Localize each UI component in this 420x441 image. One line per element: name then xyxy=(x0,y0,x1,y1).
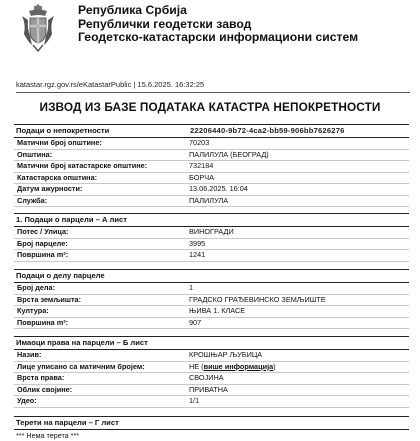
field-value: 732184 xyxy=(189,161,214,170)
field-value xyxy=(189,362,276,373)
table-row xyxy=(14,196,409,208)
field-value: БОРЧА xyxy=(189,172,214,182)
url-timestamp: katastar.rgz.gov.rs/eKatastarPublic | 15.6.2025. 16:32:25 xyxy=(16,80,205,89)
agency-name xyxy=(78,4,358,45)
field-label: Матични број општине: xyxy=(17,138,102,147)
field-label: Број дела: xyxy=(17,283,56,292)
property-section xyxy=(14,124,409,207)
table-row xyxy=(14,250,409,262)
value-suffix: ) xyxy=(273,361,276,371)
parcel-section xyxy=(14,213,409,262)
country-name: Република Србија xyxy=(78,3,187,17)
table-row xyxy=(14,385,409,397)
table-row xyxy=(14,362,409,374)
table-row xyxy=(14,373,409,385)
document-title: ИЗВОД ИЗ БАЗЕ ПОДАТАКА КАТАСТРА НЕПОКРЕТНОСТИ xyxy=(39,100,381,114)
field-value: ГРАДСКО ГРАЂЕВИНСКО ЗЕМЉИШТЕ xyxy=(189,294,326,304)
field-value: СВОЈИНА xyxy=(189,373,224,382)
field-value: КРОШЊАР ЉУБИЦА xyxy=(189,350,263,359)
field-label: Потес / Улица: xyxy=(17,227,69,236)
coat-of-arms-icon xyxy=(20,4,56,54)
field-label: Катастарска општина: xyxy=(17,172,98,182)
table-row xyxy=(14,184,409,196)
field-label: Површина m²: xyxy=(17,250,69,259)
field-value: 907 xyxy=(189,317,202,327)
field-value: 13.06.2025. 16:04 xyxy=(189,184,248,193)
table-row xyxy=(14,295,409,307)
field-label: Лице уписано са матичним бројем: xyxy=(17,361,145,371)
burden-section xyxy=(14,416,409,430)
table-row xyxy=(14,239,409,251)
field-value: 1 xyxy=(189,283,194,292)
field-label: Врста земљишта: xyxy=(17,294,82,304)
section-title: Имаоци права на парцели – Б лист xyxy=(16,338,148,347)
page-header xyxy=(0,0,420,62)
property-section-heading xyxy=(14,124,409,138)
field-value: ПРИВАТНА xyxy=(189,384,228,394)
field-value: ЊИВА 1. КЛАСЕ xyxy=(189,306,246,315)
table-row xyxy=(14,227,409,239)
table-row xyxy=(14,396,409,408)
table-row xyxy=(14,283,409,295)
field-value: ПАЛИЛУЛА (БЕОГРАД) xyxy=(189,149,269,159)
field-label: Назив: xyxy=(17,350,42,359)
part-section-heading xyxy=(14,269,409,283)
field-label: Облик својине: xyxy=(17,384,73,394)
part-section xyxy=(14,269,409,329)
property-id: 22206440-9b72-4ca2-bb59-906bb7626276 xyxy=(190,126,345,135)
section-title: 1. Подаци о парцели – А лист xyxy=(16,215,127,224)
field-label: Датум ажурности: xyxy=(17,184,83,193)
parcel-section-heading xyxy=(14,213,409,227)
section-title: Подаци о непокретности xyxy=(16,126,110,135)
field-label: Удео: xyxy=(17,396,37,405)
more-info-link[interactable]: више информација xyxy=(203,361,274,371)
field-value: ВИНОГРАДИ xyxy=(189,227,234,236)
field-label: Број парцеле: xyxy=(17,238,68,248)
institute-name: Републички геодетски завод xyxy=(78,16,252,31)
value-prefix: НЕ ( xyxy=(189,361,204,371)
divider xyxy=(16,92,410,93)
field-label: Врста права: xyxy=(17,373,65,382)
field-value: 1/1 xyxy=(189,396,200,405)
field-value: ПАЛИЛУЛА xyxy=(189,195,229,205)
system-name: Геодетско-катастарски информациони систем xyxy=(78,30,359,44)
table-row xyxy=(14,138,409,150)
section-title: Подаци о делу парцеле xyxy=(16,271,105,280)
field-value: 3995 xyxy=(189,238,206,248)
field-label: Општина: xyxy=(17,149,53,159)
rights-section xyxy=(14,336,409,408)
field-label: Матични број катастарске општине: xyxy=(17,161,148,170)
table-row xyxy=(14,150,409,162)
table-row xyxy=(14,318,409,330)
field-value: 70203 xyxy=(189,138,210,147)
field-label: Култура: xyxy=(17,306,49,315)
no-burdens-text: *** Нема терета *** xyxy=(16,431,80,440)
field-value: 1241 xyxy=(189,250,206,259)
table-row xyxy=(14,306,409,318)
table-row xyxy=(14,173,409,185)
table-row xyxy=(14,350,409,362)
burden-section-heading xyxy=(14,416,409,430)
rights-section-heading xyxy=(14,336,409,350)
field-label: Површина m²: xyxy=(17,317,69,327)
section-title: Терети на парцели – Г лист xyxy=(16,418,119,427)
field-label: Служба: xyxy=(17,195,48,205)
table-row xyxy=(14,161,409,173)
